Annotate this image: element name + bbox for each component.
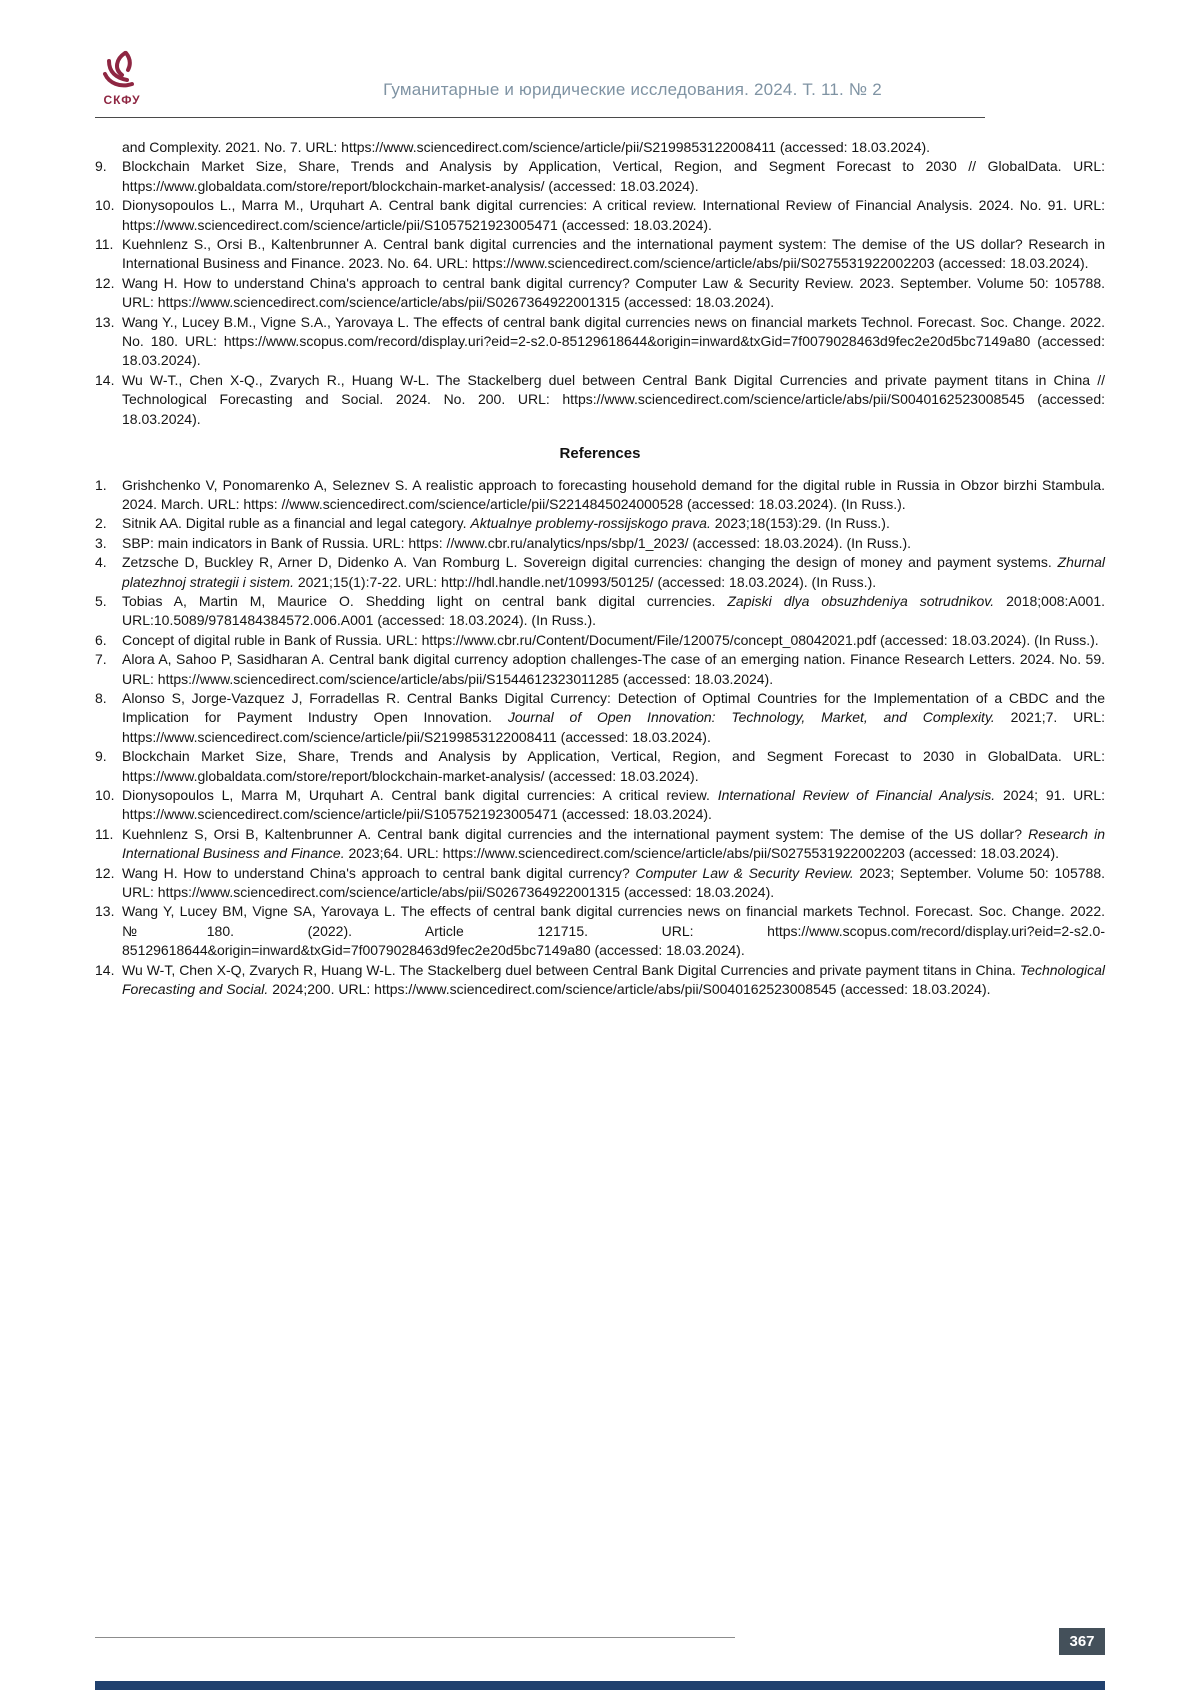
reference-continuation: and Complexity. 2021. No. 7. URL: https://www.sciencedirect.com/science/article/pii/S2199853122008411 (accessed: 18.03.2024). (122, 139, 931, 155)
header-divider (95, 117, 985, 118)
reference-number: 10. (95, 787, 115, 803)
reference-text: Tobias A, Martin M, Maurice O. Shedding light on central bank digital currencies. Zapiski dlya obsuzhdeniya sotrudnikov. 2018;008:A001. URL:10.5089/9781484384572.006.A001 (accessed: 18.03.2024). (In Russ.). (122, 592, 1105, 629)
references-heading: References (559, 445, 641, 463)
eagle-logo-icon (99, 50, 145, 92)
reference-text: Alonso S, Jorge-Vazquez J, Forradellas R. Central Banks Digital Currency: Detection of Optimal Countries for the Implementation of a CBDC and the Implication for Payment Industry Open Innovation. Journal of Open Innovation: Technology, Market, and Complexity. 2021;7. URL: https://www.sciencedirect.com/science/article/pii/S2199853122008411 (accessed: 18.03.2024). (122, 689, 1106, 745)
reference-text: Wu W-T, Chen X-Q, Zvarych R, Huang W-L. The Stackelberg duel between Central Bank Digital Currencies and private payment titans in China. Technological Forecasting and Social. 2024;200. URL: https://www.sciencedirect.com/science/article/abs/pii/S0040162523008545 (accessed: 18.03.2024). (122, 961, 1105, 998)
reference-number: 11. (95, 825, 114, 842)
reference-number: 5. (95, 592, 107, 609)
reference-text: Blockchain Market Size, Share, Trends and Analysis by Application, Vertical, Region, and Segment Forecast to 2030 // GlobalData. URL: https://www.globaldata.com/store/report/blockchain-market-analysis/ (accessed: 18.03.2024). (122, 158, 1105, 194)
reference-number: 14. (95, 961, 115, 978)
reference-number: 13. (95, 313, 115, 330)
reference-number: 7. (95, 651, 107, 668)
reference-number: 9. (95, 158, 107, 175)
reference-number: 10. (95, 197, 115, 214)
bibliography-list (95, 157, 1105, 429)
reference-item (95, 371, 1105, 429)
reference-number: 12. (95, 864, 115, 881)
reference-number: 13. (95, 903, 115, 920)
reference-item (95, 274, 1105, 313)
reference-item (95, 157, 1105, 196)
reference-item (95, 864, 1105, 903)
reference-number: 12. (95, 274, 115, 291)
reference-text: Dionysopoulos L, Marra M, Urquhart A. Central bank digital currencies: A critical review. International Review of Financial Analysis. 2024; 91. URL: https://www.sciencedirect.com/science/article/pii/S1057521923005471 (accessed: 18.03.2024). (122, 787, 1105, 823)
reference-item (95, 902, 1105, 960)
logo-text: СКФУ (103, 93, 141, 107)
reference-number: 1. (95, 476, 107, 493)
reference-item (95, 534, 1105, 553)
reference-number: 3. (95, 534, 107, 551)
reference-number: 9. (95, 748, 107, 765)
reference-text: Grishchenko V, Ponomarenko A, Seleznev S. A realistic approach to forecasting household demand for the digital ruble in Russia in Obzor birzhi Stambula. 2024. March. URL: https: //www.sciencedirect.com/science/article/pii/S2214845024000528 (accessed: 18.03.2024). (In Russ.). (122, 476, 1105, 512)
reference-item (95, 961, 1105, 1000)
reference-number: 2. (95, 515, 107, 532)
reference-text: SBP: main indicators in Bank of Russia. URL: https: //www.cbr.ru/analytics/nps/sbp/1_2023/ (accessed: 18.03.2024). (In Russ.). (122, 534, 912, 551)
reference-text: Sitnik AA. Digital ruble as a financial and legal category. Aktualnye problemy-rossijskogo prava. 2023;18(153):29. (In Russ.). (122, 515, 890, 532)
footer-divider (95, 1637, 735, 1638)
reference-item (95, 553, 1105, 592)
journal-title: Гуманитарные и юридические исследования. 2024. Т. 11. № 2 (383, 80, 882, 99)
reference-item (95, 235, 1105, 274)
reference-text: Blockchain Market Size, Share, Trends and Analysis by Application, Vertical, Region, and Segment Forecast to 2030 in GlobalData. URL: https://www.globaldata.com/store/report/blockchain-market-analysis/ (accessed: 18.03.2024). (122, 748, 1105, 784)
university-logo (92, 50, 152, 107)
reference-item (95, 631, 1105, 650)
reference-item (95, 689, 1105, 747)
reference-item (95, 514, 1105, 533)
references-list (95, 476, 1105, 1000)
reference-text: Zetzsche D, Buckley R, Arner D, Didenko A. Van Romburg L. Sovereign digital currencies: changing the design of money and payment systems. Zhurnal platezhnoj strategii i sistem. 2021;15(1):7-22. URL: http://hdl.handle.net/10993/50125/ (accessed: 18.03.2024). (In Russ.). (122, 554, 1105, 590)
reference-number: 14. (95, 371, 115, 388)
reference-text: Wang H. How to understand China's approach to central bank digital currency? Computer Law & Security Review. 2023. September. Volume 50: 105788. URL: https://www.sciencedirect.com/science/article/abs/pii/S0267364922001315 (accessed: 18.03.2024). (122, 274, 1105, 311)
page-body (95, 138, 1105, 999)
page-number-badge: 367 (1059, 1628, 1105, 1655)
reference-text: Wang H. How to understand China's approach to central bank digital currency? Computer Law & Security Review. 2023; September. Volume 50: 105788. URL: https://www.sciencedirect.com/science/article/abs/pii/S0267364922001315 (accessed: 18.03.2024). (122, 864, 1106, 901)
reference-item (95, 592, 1105, 631)
reference-text: Kuehnlenz S, Orsi B, Kaltenbrunner A. Central bank digital currencies and the international payment system: The demise of the US dollar? Research in International Business and Finance. 2023;64. URL: https://www.sciencedirect.com/science/article/abs/pii/S0275531922002203 (accessed: 18.03.2024). (122, 825, 1106, 862)
reference-item (95, 747, 1105, 786)
reference-text: Wu W-T., Chen X-Q., Zvarych R., Huang W-L. The Stackelberg duel between Central Bank Digital Currencies and private payment titans in China // Technological Forecasting and Social. 2024. No. 200. URL: https://www.sciencedirect.com/science/article/abs/pii/S0040162523008545 (accessed: 18.03.2024). (122, 371, 1105, 427)
reference-text: Dionysopoulos L., Marra M., Urquhart A. Central bank digital currencies: A critical review. International Review of Financial Analysis. 2024. No. 91. URL: https://www.sciencedirect.com/science/article/pii/S1057521923005471 (accessed: 18.03.2024). (122, 197, 1105, 233)
footer-bar (95, 1681, 1105, 1690)
reference-item (95, 476, 1105, 515)
reference-text: Kuehnlenz S., Orsi B., Kaltenbrunner A. Central bank digital currencies and the international payment system: The demise of the US dollar? Research in International Business and Finance. 2023. No. 64. URL: https://www.sciencedirect.com/science/article/abs/pii/S0275531922002203 (accessed: 18.03.2024). (122, 236, 1105, 272)
reference-text: Alora A, Sahoo P, Sasidharan A. Central bank digital currency adoption challenges-The case of an emerging nation. Finance Research Letters. 2024. No. 59. URL: https://www.sciencedirect.com/science/article/abs/pii/S1544612323011285 (accessed: 18.03.2024). (122, 651, 1105, 687)
reference-item (95, 786, 1105, 825)
reference-text: Wang Y, Lucey BM, Vigne SA, Yarovaya L. The effects of central bank digital currencies news on financial markets Technol. Forecast. Soc. Change. 2022. №180. (2022). Article 121715. URL: https://www.scopus.com/record/display.uri?eid=2-s2.0-85129618644&origin=inward&txGid=7f0079028463d9fec2e20d5bc7149a80 (accessed: 18.03.2024). (122, 903, 1105, 959)
reference-number: 4. (95, 554, 107, 571)
reference-number: 6. (95, 631, 107, 648)
reference-item (95, 650, 1105, 689)
reference-number: 8. (95, 689, 107, 706)
reference-number: 11. (95, 236, 114, 253)
reference-text: Wang Y., Lucey B.M., Vigne S.A., Yarovaya L. The effects of central bank digital currencies news on financial markets Technol. Forecast. Soc. Change. 2022. No. 180. URL: https://www.scopus.com/record/display.uri?eid=2-s2.0-85129618644&origin=inward&txGid=7f0079028463d9fec2e20d5bc7149a80 (accessed: 18.03.2024). (122, 313, 1105, 369)
reference-item (95, 313, 1105, 371)
reference-item (95, 196, 1105, 235)
reference-item (95, 825, 1105, 864)
reference-text: Concept of digital ruble in Bank of Russia. URL: https://www.cbr.ru/Content/Document/File/120075/concept_08042021.pdf (accessed: 18.03.2024). (In Russ.). (122, 631, 1099, 648)
